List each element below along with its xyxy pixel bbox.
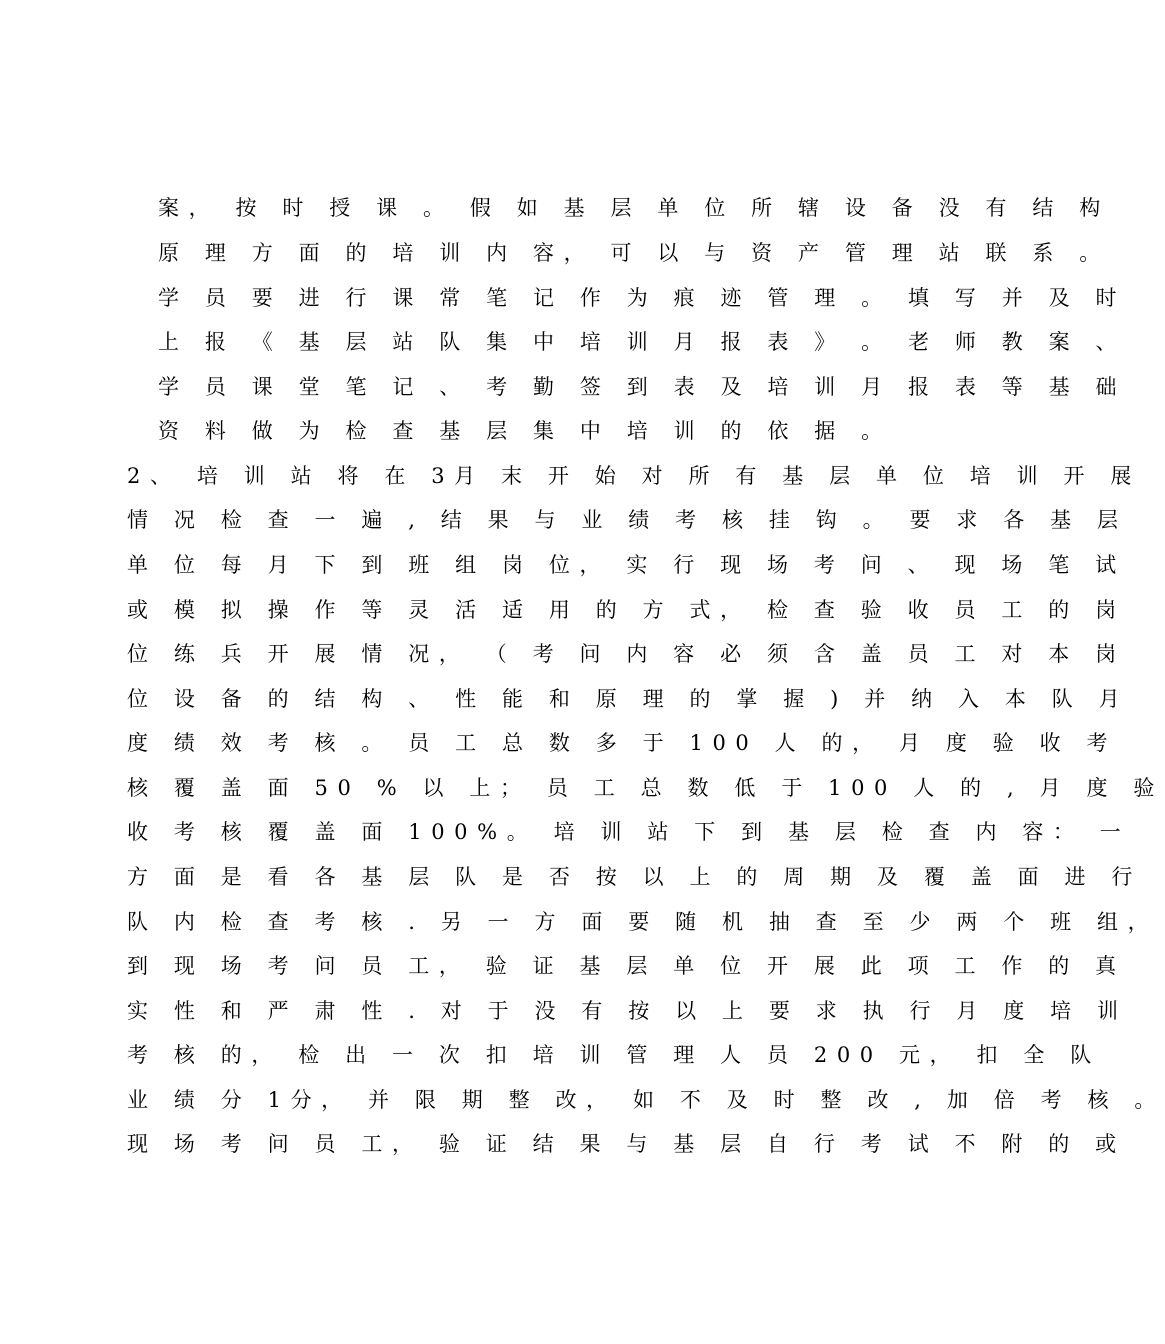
paragraph-line: 实 性 和 严 肃 性 . 对 于 没 有 按 以 上 要 求 执 行 月 度 培 训	[127, 999, 1128, 1023]
paragraph-line: 位 练 兵 开 展 情 况， （ 考 问 内 容 必 须 含 盖 员 工 对 本 岗	[127, 642, 1126, 666]
paragraph-line: 队 内 检 查 考 核 . 另 一 方 面 要 随 机 抽 查 至 少 两 个 班 组，	[127, 910, 1159, 934]
paragraph-line: 度 绩 效 考 核 。 员 工 总 数 多 于 100 人 的， 月 度 验 收 考	[127, 731, 1118, 755]
paragraph-line: 原 理 方 面 的 培 训 内 容， 可 以 与 资 产 管 理 站 联 系 。	[158, 241, 1110, 265]
paragraph-line: 方 面 是 看 各 基 层 队 是 否 按 以 上 的 周 期 及 覆 盖 面 进 行	[127, 865, 1142, 889]
paragraph-line: 或 模 拟 操 作 等 灵 活 适 用 的 方 式， 检 查 验 收 员 工 的 岗	[127, 598, 1126, 622]
paragraph-line: 情 况 检 查 一 遍 , 结 果 与 业 绩 考 核 挂 钩 。 要 求 各 基 层	[127, 508, 1128, 532]
paragraph-line: 到 现 场 考 问 员 工， 验 证 基 层 单 位 开 展 此 项 工 作 的 真	[127, 954, 1126, 978]
paragraph-line: 业 绩 分 1分， 并 限 期 整 改， 如 不 及 时 整 改 , 加 倍 考 核 。	[127, 1088, 1165, 1112]
paragraph-line: 案， 按 时 授 课 。 假 如 基 层 单 位 所 辖 设 备 没 有 结 构	[158, 196, 1110, 220]
paragraph-line: 单 位 每 月 下 到 班 组 岗 位， 实 行 现 场 考 问 、 现 场 笔 试	[127, 553, 1126, 577]
paragraph-line: 核 覆 盖 面 50 % 以 上； 员 工 总 数 低 于 100 人 的 , 月 度 验	[127, 776, 1164, 800]
paragraph-line: 位 设 备 的 结 构 、 性 能 和 原 理 的 掌 握 ) 并 纳 入 本 队 月	[127, 687, 1130, 711]
numbered-item-line: 2、 培 训 站 将 在 3月 末 开 始 对 所 有 基 层 单 位 培 训 开 展	[127, 464, 1142, 488]
paragraph-line: 学 员 要 进 行 课 常 笔 记 作 为 痕 迹 管 理 。 填 写 并 及 时	[158, 286, 1127, 310]
paragraph-line: 现 场 考 问 员 工， 验 证 结 果 与 基 层 自 行 考 试 不 附 的 或	[127, 1132, 1126, 1156]
paragraph-line: 学 员 课 堂 笔 记 、 考 勤 签 到 表 及 培 训 月 报 表 等 基 础	[158, 375, 1127, 399]
paragraph-line: 考 核 的， 检 出 一 次 扣 培 训 管 理 人 员 200 元， 扣 全 队	[127, 1043, 1101, 1067]
paragraph-line: 上 报 《 基 层 站 队 集 中 培 训 月 报 表 》 。 老 师 教 案 、	[158, 330, 1127, 354]
paragraph-line: 资 料 做 为 检 查 基 层 集 中 培 训 的 依 据 。	[158, 419, 892, 443]
paragraph-line: 收 考 核 覆 盖 面 100%。 培 训 站 下 到 基 层 检 查 内 容： 一	[127, 820, 1131, 844]
